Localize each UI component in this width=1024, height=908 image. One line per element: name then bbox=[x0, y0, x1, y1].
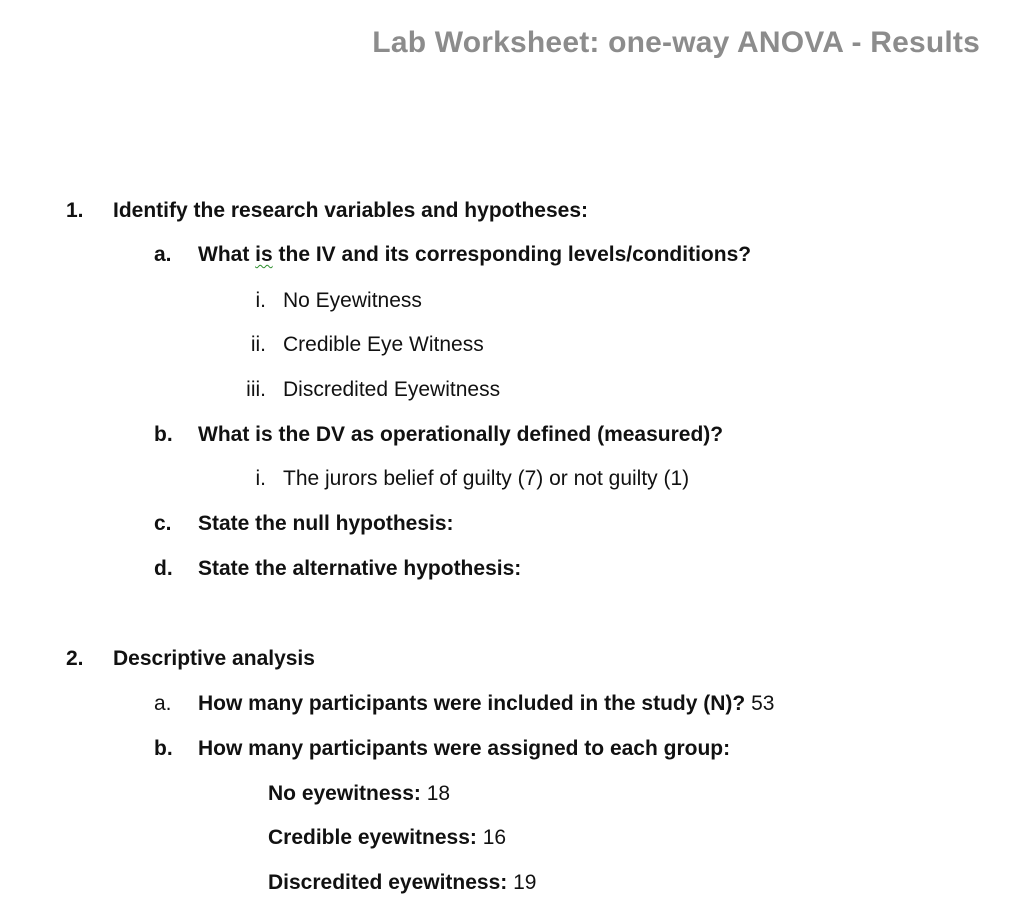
question-1c-text: State the null hypothesis: bbox=[198, 512, 454, 535]
level-marker: i. bbox=[255, 289, 266, 312]
level-text: Discredited Eyewitness bbox=[283, 378, 501, 401]
level-text: No Eyewitness bbox=[283, 289, 422, 312]
section-1-heading: Identify the research variables and hypotheses: bbox=[113, 199, 589, 222]
group-value: 16 bbox=[476, 826, 507, 849]
group-value: 18 bbox=[420, 782, 451, 805]
question-2b-marker: b. bbox=[154, 737, 173, 760]
question-2a-question: How many participants were included in the study (N)? bbox=[198, 692, 746, 715]
question-1d-marker: d. bbox=[154, 557, 173, 580]
section-1-number: 1. bbox=[66, 199, 84, 222]
question-1c-marker: c. bbox=[154, 512, 172, 535]
section-2-number: 2. bbox=[66, 647, 84, 670]
group-count bbox=[268, 871, 536, 895]
group-value: 19 bbox=[507, 871, 537, 894]
question-1b-text: What is the DV as operationally defined (measured)? bbox=[198, 423, 724, 446]
question-1d-text: State the alternative hypothesis: bbox=[198, 557, 522, 580]
level-marker: iii. bbox=[246, 378, 266, 401]
dv-answer-text: The jurors belief of guilty (7) or not guilty (1) bbox=[283, 467, 690, 490]
question-2a-marker: a. bbox=[154, 692, 172, 715]
level-marker: ii. bbox=[250, 333, 266, 356]
level-text: Credible Eye Witness bbox=[283, 333, 484, 356]
question-1a-marker: a. bbox=[154, 243, 172, 266]
group-count bbox=[268, 826, 506, 850]
question-1a-text-end: the IV and its corresponding levels/conditions? bbox=[272, 243, 752, 266]
question-1a-text-start: What bbox=[198, 243, 256, 266]
dv-answer-marker: i. bbox=[255, 467, 266, 490]
section-2-heading: Descriptive analysis bbox=[113, 647, 315, 670]
question-1a-text bbox=[198, 243, 751, 267]
group-count bbox=[268, 782, 450, 806]
question-2b-text: How many participants were assigned to each group: bbox=[198, 737, 731, 760]
group-label: Credible eyewitness: bbox=[268, 826, 477, 849]
worksheet-title: Lab Worksheet: one-way ANOVA - Results bbox=[372, 26, 980, 59]
question-1b-marker: b. bbox=[154, 423, 173, 446]
question-2a-text bbox=[198, 692, 774, 716]
group-label: No eyewitness: bbox=[268, 782, 421, 805]
group-label: Discredited eyewitness: bbox=[268, 871, 508, 894]
question-2a-answer: 53 bbox=[745, 692, 775, 715]
spellcheck-word: is bbox=[255, 243, 273, 266]
